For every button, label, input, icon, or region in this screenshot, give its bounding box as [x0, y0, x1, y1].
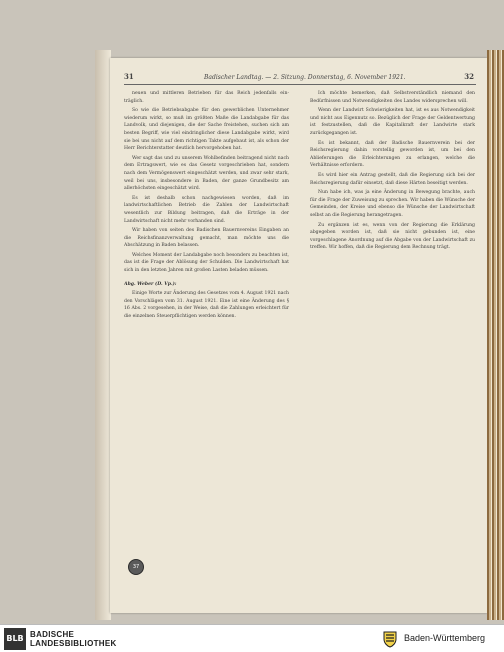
page-number-right: 32 [464, 72, 474, 81]
paragraph: Wir haben von seiten des Badischen Bauernvereins Eingaben an die Reichsfinanzverwaltung gemacht, man möchte uns die Abschätzung in Baden belassen. [124, 228, 289, 249]
library-name-line1: BADISCHE [30, 630, 75, 639]
paragraph: Es ist bekannt, daß der Badische Bauernverein bei der Reichsregierung dahin vorstellig geworden ist, um bei den Ablieferungen die Erleichterungen zu erlangen, welche die Verhältnisse erfordern. [310, 140, 475, 169]
state-name[interactable]: Baden-Württemberg [404, 633, 486, 643]
text-column-right [310, 90, 475, 600]
text-column-left [124, 90, 289, 600]
paragraph: Nun habe ich, was ja eine Änderung in Bewegung brachte, auch für die Frage der Zuweisung zu sprechen. Wir haben die Wünsche der Gemeinden, der Kreise und ebenso die Wünsche der Landwirtschaft selbst an die Regierung herangetragen. [310, 190, 475, 218]
paragraph: Wer sagt das und zu unserem Wohlbefinden beitragend nicht nach dem Ertragswert, wie es das Gesetz vorgeschrieben hat, sondern nach dem Vermögenswert eingeschätzt werden, und zwar sehr stark, weil bei uns, insbesondere in Baden, der ganze Grundbesitz am allerhöchsten eingeschätzt wird. [124, 155, 289, 192]
library-name-line2: LANDESBIBLIOTHEK [30, 639, 117, 648]
paragraph: Ich möchte bemerken, daß Selbstverständlich niemand den Bedürfnissen und Notwendigkeiten des Landes widersprechen will. [310, 91, 475, 104]
paragraph: Es ist deshalb schon nachgewiesen worden, daß im landwirtschaftlichen Betrieb die Zahlen der Landwirtschaft wesentlich zur Bildung beitragen, daß die Erträge in der Landwirtschaft nicht mehr vorhanden sind. [124, 195, 289, 224]
page-number-left: 31 [124, 72, 134, 81]
paragraph: So wie die Betriebsabgabe für den gewerblichen Unternehmer wiederum wirkt, so muß im größten Maße die Landabgabe für das Landvolk, und diejenigen, die der Sache freistehen, suchen sich am besten Begriff, wie viel eindringlicher diese Landabgabe wirkt, wird sie bei uns nicht auf dem richtigen Takte aufgebaut ist, als schon der Herr Berichterstatter deutlich hervorgehoben hat. [124, 108, 289, 152]
header-rule [124, 84, 476, 85]
baden-wuerttemberg-crest-icon[interactable] [381, 630, 399, 648]
blb-logo[interactable]: BLB [4, 628, 26, 650]
speaker-heading: Abg. Weber (D. Vp.): [124, 281, 177, 287]
library-name[interactable] [30, 630, 117, 648]
page-spine-shadow [95, 50, 111, 620]
library-stamp: 37 [128, 559, 144, 575]
running-head-title: Badischer Landtag. — 2. Sitzung. Donnerstag, 6. November 1921. [204, 74, 406, 81]
paragraph: Welches Moment der Landabgabe noch besonders zu beachten ist, das ist die Frage der Ablösung der Schulden. Die Landwirtschaft hat sich in den letzten Jahren mit großen Lasten beladen müssen. [124, 252, 289, 274]
paragraph: Zu ergänzen ist es, wenn von der Regierung die Erklärung abgegeben worden ist, daß sie nicht gebunden ist, eine vorgeschlagene Anordnung auf die Abgabe von der Landwirtschaft zu treffen. Wir hoffen, daß die Regierung dem Rechnung trägt. [310, 222, 475, 251]
paragraph: Es wird hier ein Antrag gestellt, daß die Regierung sich bei der Reichsregierung dafür einsetzt, daß diese Härten beseitigt werden. [310, 172, 475, 186]
running-head [124, 70, 474, 88]
paragraph: Wenn der Landwirt Schwierigkeiten hat, ist es aus Notwendigkeit und nicht aus Eigennutz so. Bezüglich der Frage der Geldentwertung ist festzustellen, daß die Kapitalkraft der Landwirte stark zurückgegangen ist. [310, 108, 475, 136]
paragraph: Einige Worte zur Änderung des Gesetzes vom 4. August 1921 nach den Vorschlägen vom 31. August 1921. Eine ist eine Änderung des § 16 Abs. 2 vorgesehen, in der Weise, daß die Zahlungen erleichtert für die einzelnen Steuerpflichtigen werden können. [124, 291, 289, 320]
paragraph: neuen und mittleren Betrieben für das Reich jedenfalls ein-träglich. [124, 91, 289, 104]
footer-bar [0, 624, 504, 652]
book-binding-edge [487, 50, 504, 620]
